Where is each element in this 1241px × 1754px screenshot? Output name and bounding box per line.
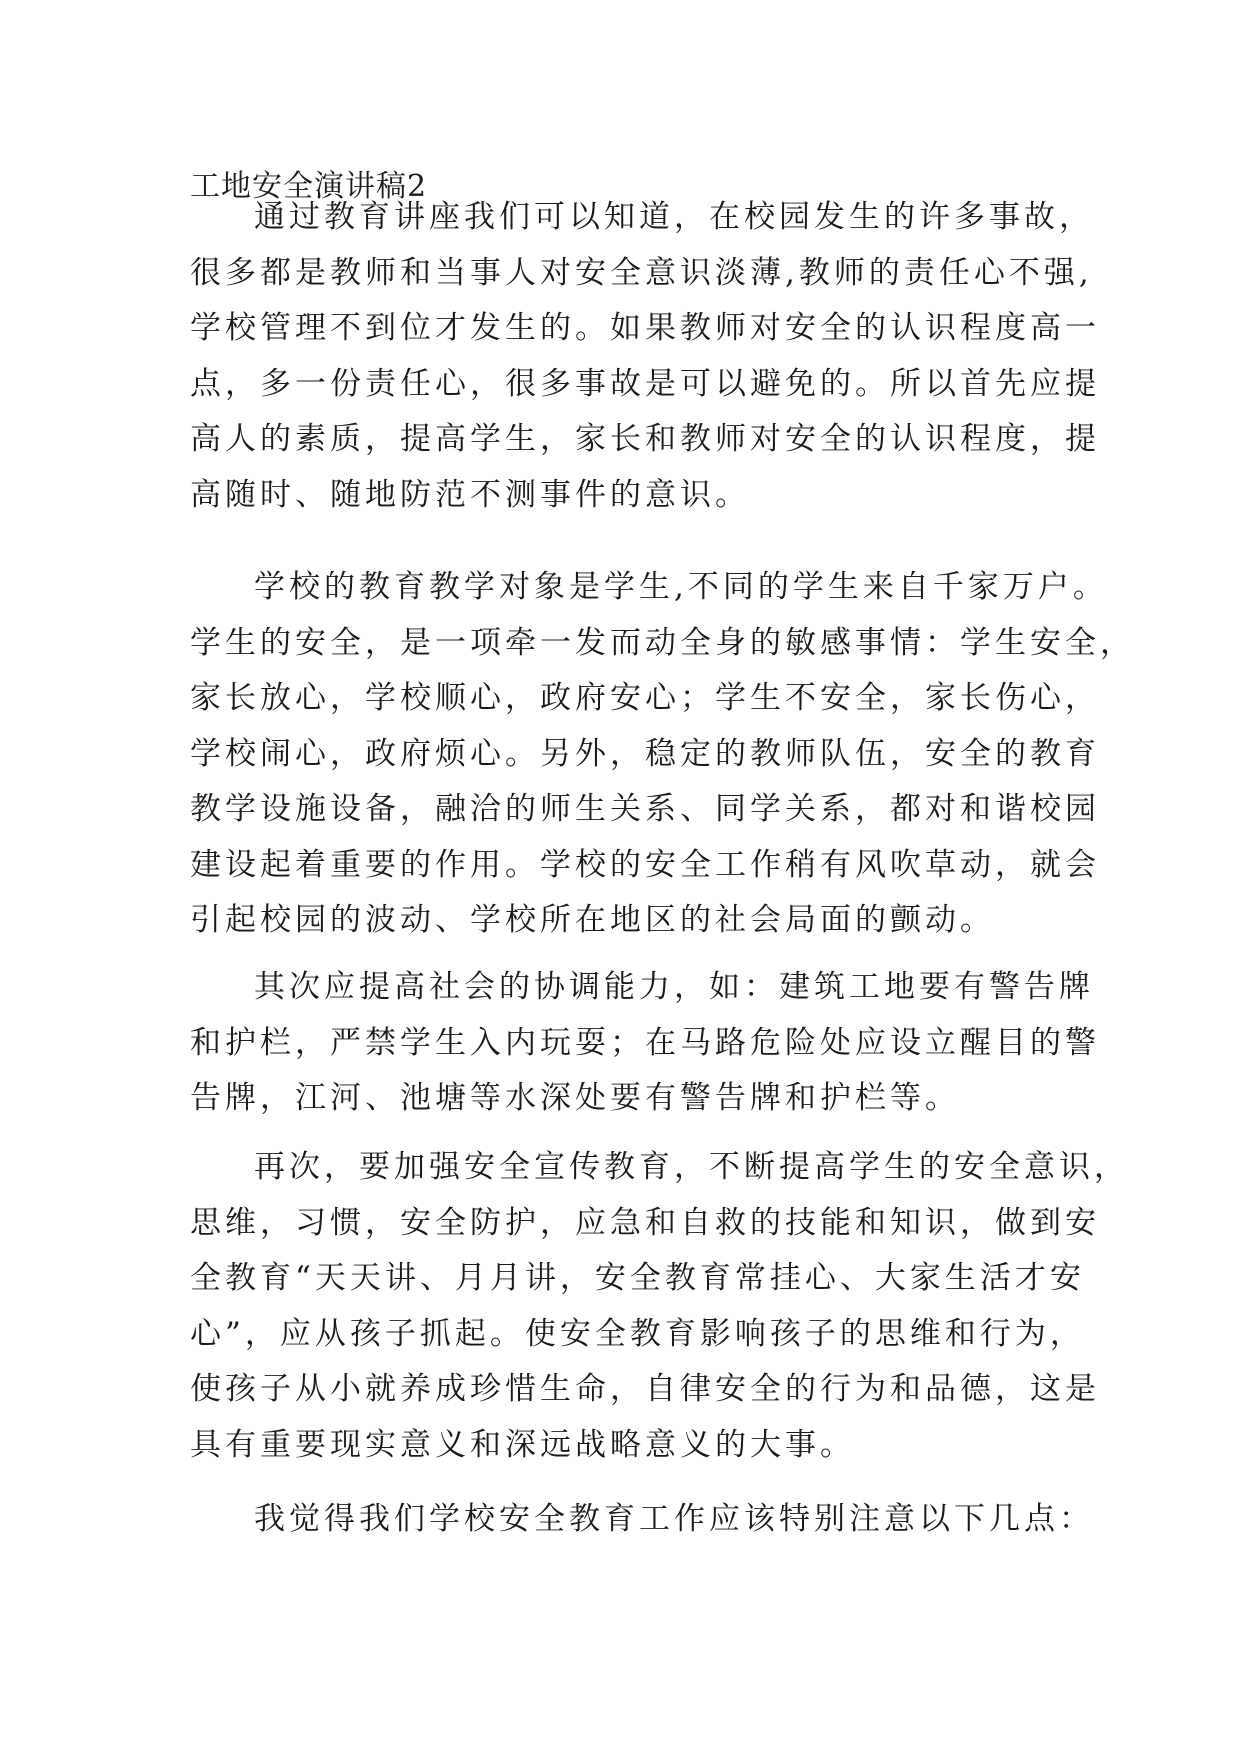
text-line: 家长放心，学校顺心，政府安心；学生不安全，家长伤心， xyxy=(190,680,1100,716)
text-line: 建设起着重要的作用。学校的安全工作稍有风吹草动，就会 xyxy=(190,846,1100,883)
text-line: 很多都是教师和当事人对安全意识淡薄,教师的责任心不强, xyxy=(190,254,1093,291)
text-line: 我觉得我们学校安全教育工作应该特别注意以下几点： xyxy=(254,1501,1094,1537)
text-line: 学校闹心，政府烦心。另外，稳定的教师队伍，安全的教育 xyxy=(190,735,1100,772)
text-line: 使孩子从小就养成珍惜生命，自律安全的行为和品德，这是 xyxy=(190,1371,1100,1407)
text-line: 其次应提高社会的协调能力，如：建筑工地要有警告牌 xyxy=(254,969,1094,1005)
text-line: 高随时、随地防范不测事件的意识。 xyxy=(190,476,750,513)
paragraph-5 xyxy=(190,1492,1094,1548)
text-line: 全教育“天天讲、月月讲，安全教育常挂心、大家生活才安 xyxy=(190,1260,1085,1296)
text-line: 学校的教育教学对象是学生,不同的学生来自千家万户。 xyxy=(254,569,1108,605)
text-line: 具有重要现实意义和深远战略意义的大事。 xyxy=(190,1426,855,1463)
paragraph-1 xyxy=(190,190,1100,523)
document-title: 工地安全演讲稿2 xyxy=(190,169,428,204)
paragraph-3 xyxy=(190,960,1100,1127)
text-line: 学校管理不到位才发生的。如果教师对安全的认识程度高一 xyxy=(190,310,1100,346)
text-line: 引起校园的波动、学校所在地区的社会局面的颤动。 xyxy=(190,902,995,938)
text-line: 思维，习惯，安全防护，应急和自救的技能和知识，做到安 xyxy=(190,1204,1100,1241)
text-line: 通过教育讲座我们可以知道，在校园发生的许多事故， xyxy=(254,199,1094,235)
text-line: 心”，应从孩子抓起。使安全教育影响孩子的思维和行为， xyxy=(190,1315,1085,1352)
text-line: 教学设施设备，融洽的师生关系、同学关系，都对和谐校园 xyxy=(190,791,1100,827)
text-line: 点，多一份责任心，很多事故是可以避免的。所以首先应提 xyxy=(190,365,1100,402)
text-line: 学生的安全，是一项牵一发而动全身的敏感事情：学生安全， xyxy=(190,624,1135,661)
paragraph-2 xyxy=(190,560,1135,949)
text-line: 高人的素质，提高学生，家长和教师对安全的认识程度，提 xyxy=(190,421,1100,457)
text-line: 告牌，江河、池塘等水深处要有警告牌和护栏等。 xyxy=(190,1080,960,1116)
paragraph-4 xyxy=(190,1140,1129,1473)
text-line: 再次，要加强安全宣传教育，不断提高学生的安全意识， xyxy=(254,1149,1129,1185)
text-line: 和护栏，严禁学生入内玩耍；在马路危险处应设立醒目的警 xyxy=(190,1024,1100,1061)
